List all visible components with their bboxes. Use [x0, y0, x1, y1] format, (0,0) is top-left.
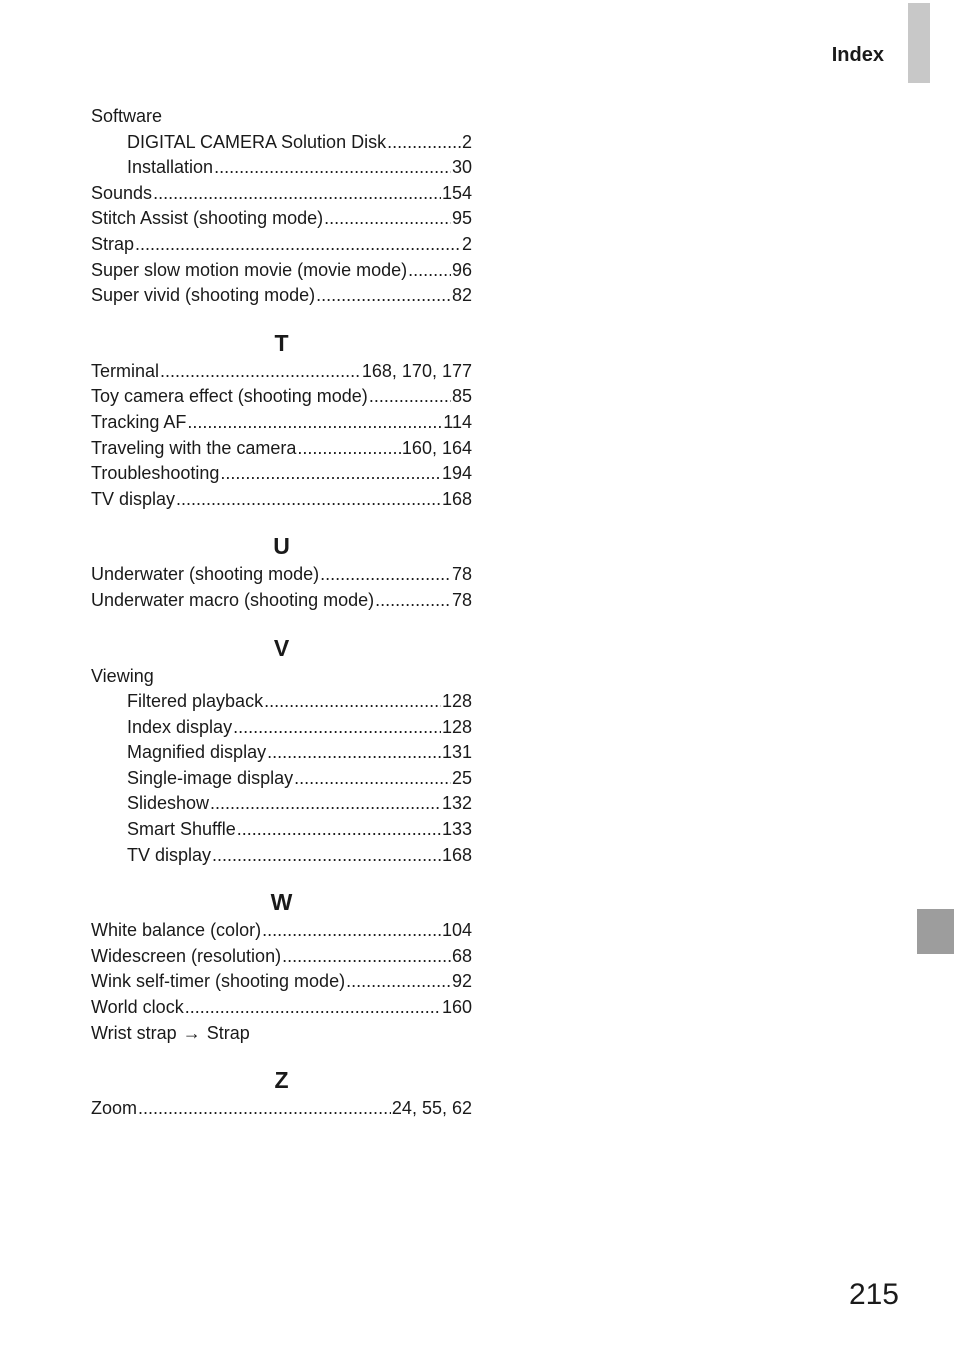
dot-leader [264, 689, 441, 715]
entry-term: DIGITAL CAMERA Solution Disk [127, 131, 387, 152]
dot-leader [153, 181, 441, 207]
index-entry [91, 1096, 472, 1122]
index-entry [91, 664, 472, 690]
entry-pages: 168 [441, 844, 472, 865]
dot-leader [375, 588, 451, 614]
entry-pages: 78 [451, 589, 472, 610]
index-entry [91, 461, 472, 487]
page-header-title: Index [831, 44, 884, 66]
index-subentry [91, 817, 472, 843]
dot-leader [324, 206, 451, 232]
dot-leader [294, 766, 451, 792]
entry-term: Zoom [91, 1098, 138, 1119]
section-letter: Z [274, 1067, 289, 1094]
entry-term: TV display [127, 844, 212, 865]
entry-pages: 95 [451, 208, 472, 229]
dot-leader [316, 283, 451, 309]
see-arrow-icon: → [182, 1022, 201, 1043]
section-letter: T [274, 329, 289, 356]
index-entry [91, 588, 472, 614]
entry-pages: 154 [441, 182, 472, 203]
dot-leader [233, 715, 441, 741]
entry-term: Underwater (shooting mode) [91, 564, 320, 585]
entry-pages: 128 [441, 716, 472, 737]
entry-pages: 2 [461, 131, 472, 152]
dot-leader [212, 843, 441, 869]
index-subentry [91, 130, 472, 156]
index-entry [91, 104, 472, 130]
entry-pages: 160 [441, 997, 472, 1018]
index-entry [91, 487, 472, 513]
index-entry [91, 918, 472, 944]
entry-pages: 194 [441, 463, 472, 484]
entry-term: Tracking AF [91, 411, 187, 432]
dot-leader [369, 384, 451, 410]
dot-leader [160, 359, 361, 385]
index-entry [91, 1021, 472, 1047]
entry-pages: 2 [461, 233, 472, 254]
entry-term: Strap [91, 233, 135, 254]
section-letter: W [270, 889, 293, 916]
index-entry [91, 232, 472, 258]
entry-term: World clock [91, 997, 184, 1018]
section-letter: U [273, 533, 290, 560]
dot-leader [282, 944, 451, 970]
entry-pages: 114 [443, 411, 472, 432]
index-subentry [91, 791, 472, 817]
index-entry [91, 969, 472, 995]
entry-see-reference: Strap [206, 1022, 250, 1043]
index-entry [91, 944, 472, 970]
entry-term: Wrist strap [91, 1022, 177, 1043]
index-entry [91, 410, 472, 436]
entry-term: Installation [127, 157, 214, 178]
entry-term: Super vivid (shooting mode) [91, 285, 316, 306]
entry-pages: 128 [441, 691, 472, 712]
index-entry [91, 206, 472, 232]
entry-pages: 85 [451, 386, 472, 407]
entry-pages: 30 [451, 157, 472, 178]
index-entry [91, 436, 472, 462]
index-entry [91, 359, 472, 385]
index-entry [91, 384, 472, 410]
chapter-tab-marker [917, 909, 954, 954]
index-entry [91, 181, 472, 207]
index-subentry [91, 715, 472, 741]
entry-pages: 25 [451, 767, 472, 788]
section-tab-top [908, 3, 930, 83]
entry-pages: 24, 55, 62 [391, 1098, 472, 1119]
index-entry [91, 562, 472, 588]
index-entry [91, 995, 472, 1021]
page-number: 215 [848, 1278, 899, 1311]
dot-leader [262, 918, 441, 944]
entry-pages: 96 [451, 259, 472, 280]
entry-pages: 133 [441, 819, 472, 840]
dot-leader [135, 232, 461, 258]
entry-term: Magnified display [127, 742, 267, 763]
entry-term: Underwater macro (shooting mode) [91, 589, 375, 610]
dot-leader [214, 155, 451, 181]
entry-pages: 131 [441, 742, 472, 763]
entry-pages: 68 [451, 945, 472, 966]
entry-pages: 160, 164 [401, 437, 472, 458]
entry-term: White balance (color) [91, 920, 262, 941]
entry-pages: 168 [441, 488, 472, 509]
index-subentry [91, 766, 472, 792]
dot-leader [346, 969, 451, 995]
entry-term: Software [91, 106, 163, 126]
dot-leader [220, 461, 441, 487]
dot-leader [267, 740, 441, 766]
entry-pages: 132 [441, 793, 472, 814]
entry-term: Troubleshooting [91, 463, 220, 484]
entry-term: Widescreen (resolution) [91, 945, 282, 966]
index-subentry [91, 689, 472, 715]
dot-leader [138, 1096, 391, 1122]
entry-term: Index display [127, 716, 233, 737]
entry-term: Stitch Assist (shooting mode) [91, 208, 324, 229]
entry-term: Super slow motion movie (movie mode) [91, 259, 408, 280]
entry-term: Toy camera effect (shooting mode) [91, 386, 368, 407]
entry-term: Slideshow [127, 793, 210, 814]
entry-term: TV display [91, 488, 176, 509]
section-letter: V [273, 634, 290, 661]
dot-leader [387, 130, 461, 156]
dot-leader [297, 436, 401, 462]
index-subentry [91, 740, 472, 766]
dot-leader [185, 995, 441, 1021]
index-entry [91, 258, 472, 284]
index-subentry [91, 155, 472, 181]
entry-pages: 82 [451, 285, 472, 306]
index-entry [91, 283, 472, 309]
entry-term: Terminal [91, 360, 160, 381]
dot-leader [176, 487, 441, 513]
entry-term: Viewing [91, 665, 154, 686]
dot-leader [210, 791, 441, 817]
entry-pages: 92 [451, 971, 472, 992]
entry-pages: 168, 170, 177 [361, 360, 472, 381]
entry-pages: 104 [441, 920, 472, 941]
index-column [91, 104, 472, 1122]
dot-leader [237, 817, 441, 843]
entry-term: Sounds [91, 182, 153, 203]
dot-leader [320, 562, 451, 588]
index-subentry [91, 843, 472, 869]
entry-term: Smart Shuffle [127, 819, 236, 840]
entry-term: Single-image display [127, 767, 294, 788]
entry-term: Traveling with the camera [91, 437, 297, 458]
entry-term: Wink self-timer (shooting mode) [91, 971, 346, 992]
entry-term: Filtered playback [127, 691, 264, 712]
dot-leader [187, 410, 442, 436]
entry-pages: 78 [451, 564, 472, 585]
dot-leader [408, 258, 451, 284]
